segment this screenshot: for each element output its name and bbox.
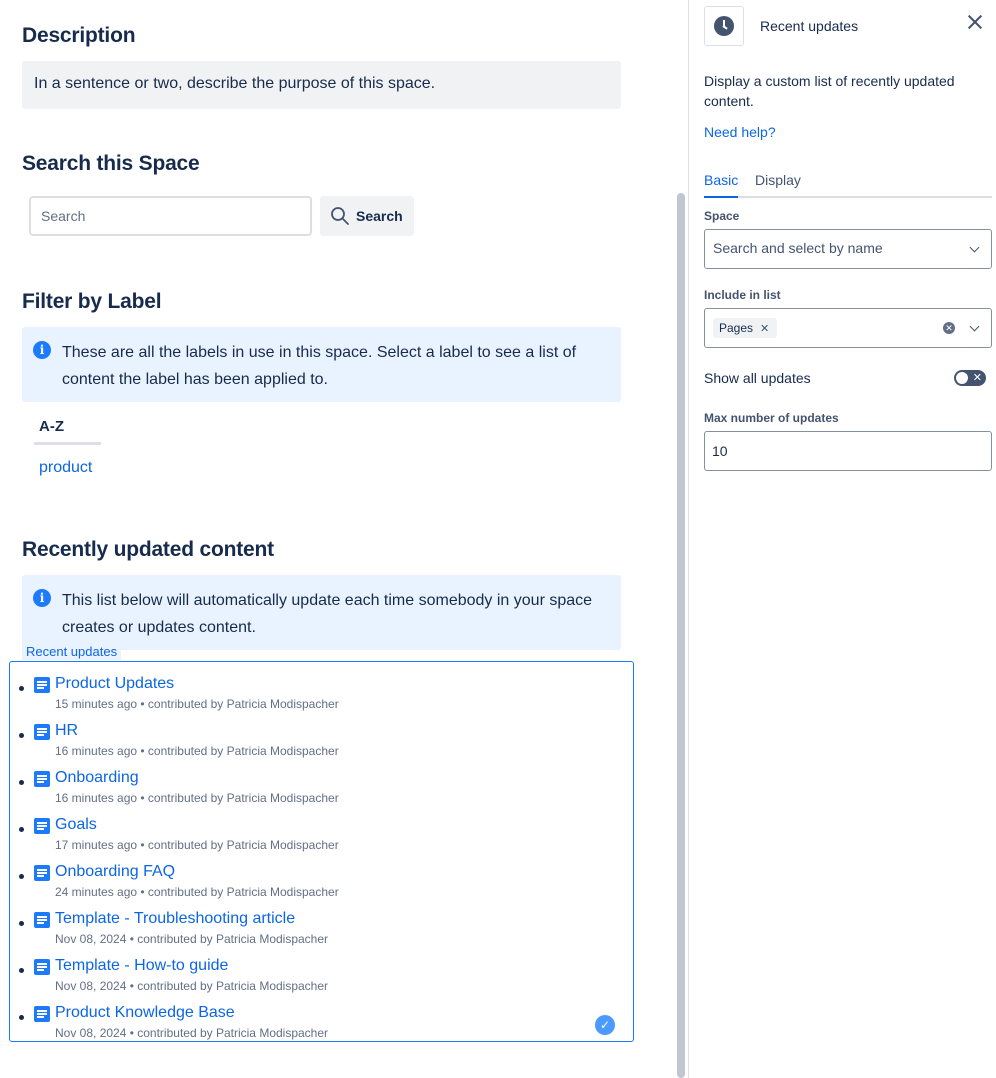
info-icon: i	[33, 341, 51, 359]
item-title-link[interactable]: Template - How-to guide	[55, 957, 229, 974]
space-select-placeholder: Search and select by name	[713, 240, 883, 256]
list-item	[10, 910, 633, 957]
max-updates-input[interactable]: 10	[704, 431, 992, 471]
selected-check-icon: ✓	[595, 1015, 615, 1035]
item-title-link[interactable]: Product Updates	[55, 675, 175, 692]
panel-description: Display a custom list of recently updated content.	[704, 73, 955, 109]
filter-label-heading: Filter by Label	[22, 290, 162, 313]
item-meta: Nov 08, 2024 • contributed by Patricia Modispacher	[55, 1026, 329, 1040]
filter-info-panel	[22, 327, 621, 402]
chevron-down-icon[interactable]	[970, 243, 980, 253]
item-meta: 24 minutes ago • contributed by Patricia Modispacher	[55, 885, 339, 899]
space-field-label: Space	[704, 209, 740, 223]
recent-info-panel	[22, 575, 621, 650]
item-meta: 17 minutes ago • contributed by Patricia Modispacher	[55, 838, 339, 852]
chip-remove-icon[interactable]: ✕	[760, 322, 770, 335]
page-icon	[34, 771, 50, 787]
filter-info-text: These are all the labels in use in this space. Select a label to see a list of content the label has been applied to.	[62, 344, 577, 388]
list-item	[10, 675, 633, 722]
recent-content-heading: Recently updated content	[22, 538, 274, 561]
item-title-link[interactable]: HR	[55, 722, 79, 739]
clear-icon[interactable]: ✕	[943, 322, 955, 334]
item-meta: Nov 08, 2024 • contributed by Patricia Modispacher	[55, 932, 329, 946]
close-icon[interactable]	[965, 12, 985, 32]
description-placeholder[interactable]: In a sentence or two, describe the purpose of this space.	[22, 61, 621, 109]
chevron-down-icon[interactable]	[970, 322, 980, 332]
list-item	[10, 957, 633, 1004]
need-help-link[interactable]: Need help?	[704, 124, 776, 140]
toggle-knob	[956, 372, 968, 384]
list-item	[10, 722, 633, 769]
chip-label: Pages	[719, 321, 754, 335]
page-icon	[34, 1006, 50, 1022]
tab-basic[interactable]: Basic	[704, 172, 738, 198]
tab-display[interactable]: Display	[755, 172, 801, 188]
search-space-heading: Search this Space	[22, 152, 200, 175]
macro-config-panel	[689, 0, 996, 1078]
space-search-button[interactable]	[320, 196, 414, 236]
page-icon	[34, 865, 50, 881]
chip-pages	[713, 318, 777, 338]
item-meta: 16 minutes ago • contributed by Patricia Modispacher	[55, 744, 339, 758]
item-meta: Nov 08, 2024 • contributed by Patricia Modispacher	[55, 979, 329, 993]
info-icon: i	[33, 589, 51, 607]
item-title-link[interactable]: Onboarding	[55, 769, 139, 786]
show-all-label: Show all updates	[704, 370, 811, 386]
clock-icon	[714, 16, 734, 36]
show-all-toggle[interactable]	[954, 370, 986, 386]
recent-info-text: This list below will automatically update each time somebody in your space creates or updates content.	[62, 592, 593, 636]
label-link-product[interactable]: product	[39, 459, 93, 476]
toggle-off-icon: ✕	[972, 372, 982, 384]
include-field-label: Include in list	[704, 288, 781, 302]
item-meta: 15 minutes ago • contributed by Patricia Modispacher	[55, 697, 339, 711]
description-heading: Description	[22, 24, 136, 47]
page-icon	[34, 724, 50, 740]
editor-scrollbar[interactable]	[677, 193, 685, 1078]
space-select[interactable]	[704, 229, 992, 269]
list-item	[10, 1004, 633, 1051]
item-title-link[interactable]: Template - Troubleshooting article	[55, 910, 296, 927]
item-title-link[interactable]: Product Knowledge Base	[55, 1004, 235, 1021]
page-icon	[34, 818, 50, 834]
macro-icon-box	[704, 6, 744, 46]
item-meta: 16 minutes ago • contributed by Patricia Modispacher	[55, 791, 339, 805]
item-title-link[interactable]: Goals	[55, 816, 97, 833]
search-icon	[330, 206, 350, 226]
list-item	[10, 816, 633, 863]
panel-tabs	[704, 172, 992, 198]
recent-updates-macro[interactable]	[9, 661, 634, 1042]
list-item	[10, 863, 633, 910]
space-search-input[interactable]: Search	[29, 196, 312, 236]
recent-updates-list	[10, 675, 633, 1051]
list-item	[10, 769, 633, 816]
search-button-label: Search	[356, 208, 403, 224]
max-updates-label: Max number of updates	[704, 411, 839, 425]
include-select[interactable]	[704, 308, 992, 348]
item-title-link[interactable]: Onboarding FAQ	[55, 863, 176, 880]
tab-a-z[interactable]: A-Z	[34, 415, 101, 445]
page-icon	[34, 912, 50, 928]
page-icon	[34, 959, 50, 975]
page-icon	[34, 677, 50, 693]
macro-label[interactable]: Recent updates	[22, 643, 121, 660]
panel-title: Recent updates	[760, 18, 859, 34]
